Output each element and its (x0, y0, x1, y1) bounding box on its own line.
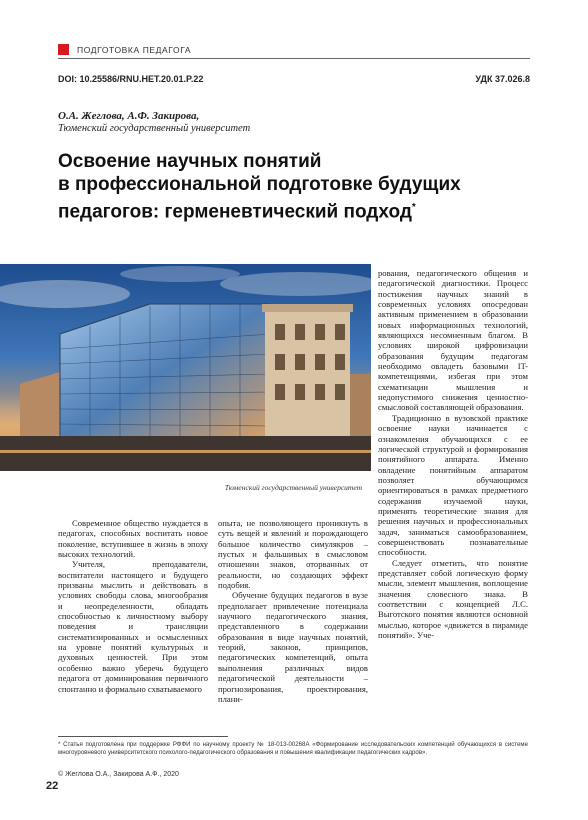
paragraph: Следует отметить, что понятие представляет собой логическую форму мысли, элемент мышления, воплощение значения словесного знака. В соответствии с концепцией Л.С. Выготского понятия являются основной мыслью, которое «движется в пирамиде понятий». Уче- (378, 557, 528, 641)
footnote-mark: * (411, 202, 416, 213)
paragraph: рования, педагогического общения и педагогической диагностики. Процесс постижения научных знаний в современных условиях опосредован активным применением в образовании новых информационных технологий, являющихся несомненным благом. В условиях широкой цифровизации образования будущим педагогам необходимо овладеть базовыми IT-компетенциями, избегая при этом схематизации мышления и недопустимого снижения ценностно-смысловой составляющей образования. (378, 268, 528, 413)
copyright: © Жеглова О.А., Закирова А.Ф., 2020 (58, 771, 179, 778)
photo-caption: Тюменский государственный университет (224, 483, 362, 492)
text-column-1 (58, 518, 208, 694)
text-column-3 (378, 268, 528, 640)
paragraph: Традиционно в вузовской практике освоение науки начинается с ознакомления обучающихся с ее логической структурой и формирования понятийного аппарата. Именно овладение понятийным аппаратом позволяет обучающимся ориентироваться в рамках предметного содержания изучаемой науки, применять теоретические знания для решения научных и профессиональных задач, заниматься самообразованием, совершенствовать познавательные способности. (378, 412, 528, 558)
doi: DOI: 10.25586/RNU.HET.20.01.P.22 (58, 74, 204, 84)
article-title (58, 150, 528, 223)
udk-code: УДК 37.026.8 (475, 74, 530, 84)
section-title: ПОДГОТОВКА ПЕДАГОГА (77, 44, 192, 55)
footnote: * Статья подготовлена при поддержке РФФИ по научному проекту № 18-013-00268А «Формирование исследовательских компетенций обучающихся в системе многоуровневого университетского психолого-педагогического образования и повышения квалификации педагогических кадров». (58, 741, 528, 756)
paragraph: опыта, не позволяющего проникнуть в суть вещей и явлений и порождающего большое количество симулякров – пустых и фальшивых в смысловом отношении знаков, оторванных от реальности, но создающих эффект подобия. (218, 518, 368, 591)
paragraph: Обучение будущих педагогов в вузе предполагает привлечение потенциала научного педагогического знания, представленного в содержании образования в виде научных понятий, теорий, законов, принципов, педагогических компетенций, опыта выполнения различных видов педагогической деятельности – прогнозирования, проектирования, плани- (218, 590, 368, 704)
section-marker (58, 44, 69, 55)
affiliation: Тюменский государственный университет (58, 123, 251, 134)
title-line: Освоение научных понятий (58, 151, 322, 172)
section-header (58, 44, 191, 55)
text-column-2 (218, 518, 368, 704)
page-number: 22 (46, 780, 59, 792)
university-building-photo (0, 264, 371, 471)
title-line: педагогов: герменевтический подход (58, 201, 412, 223)
authors: О.А. Жеглова, А.Ф. Закирова, (58, 110, 200, 122)
paragraph: Современное общество нуждается в педагогах, способных воспитать новое поколение, вступившее в жизнь в эпоху высоких технологий. (58, 518, 208, 560)
building-illustration (0, 264, 371, 471)
footnote-divider (58, 736, 228, 737)
paragraph: Учителя, преподаватели, воспитатели настоящего и будущего призваны мыслить и действовать в условиях свободы слова, многообразия и неопределенности, обладать способностью к личностному выбору поведения и трансляции систематизированных и осмысленных на уровне понятий культурных и духовных ценностей. При этом особенно важно уберечь будущего педагога от доминирования первичного спонтанно и формально схватываемого (58, 559, 208, 694)
title-line: в профессиональной подготовке будущих (58, 174, 461, 195)
header-divider (58, 58, 530, 59)
